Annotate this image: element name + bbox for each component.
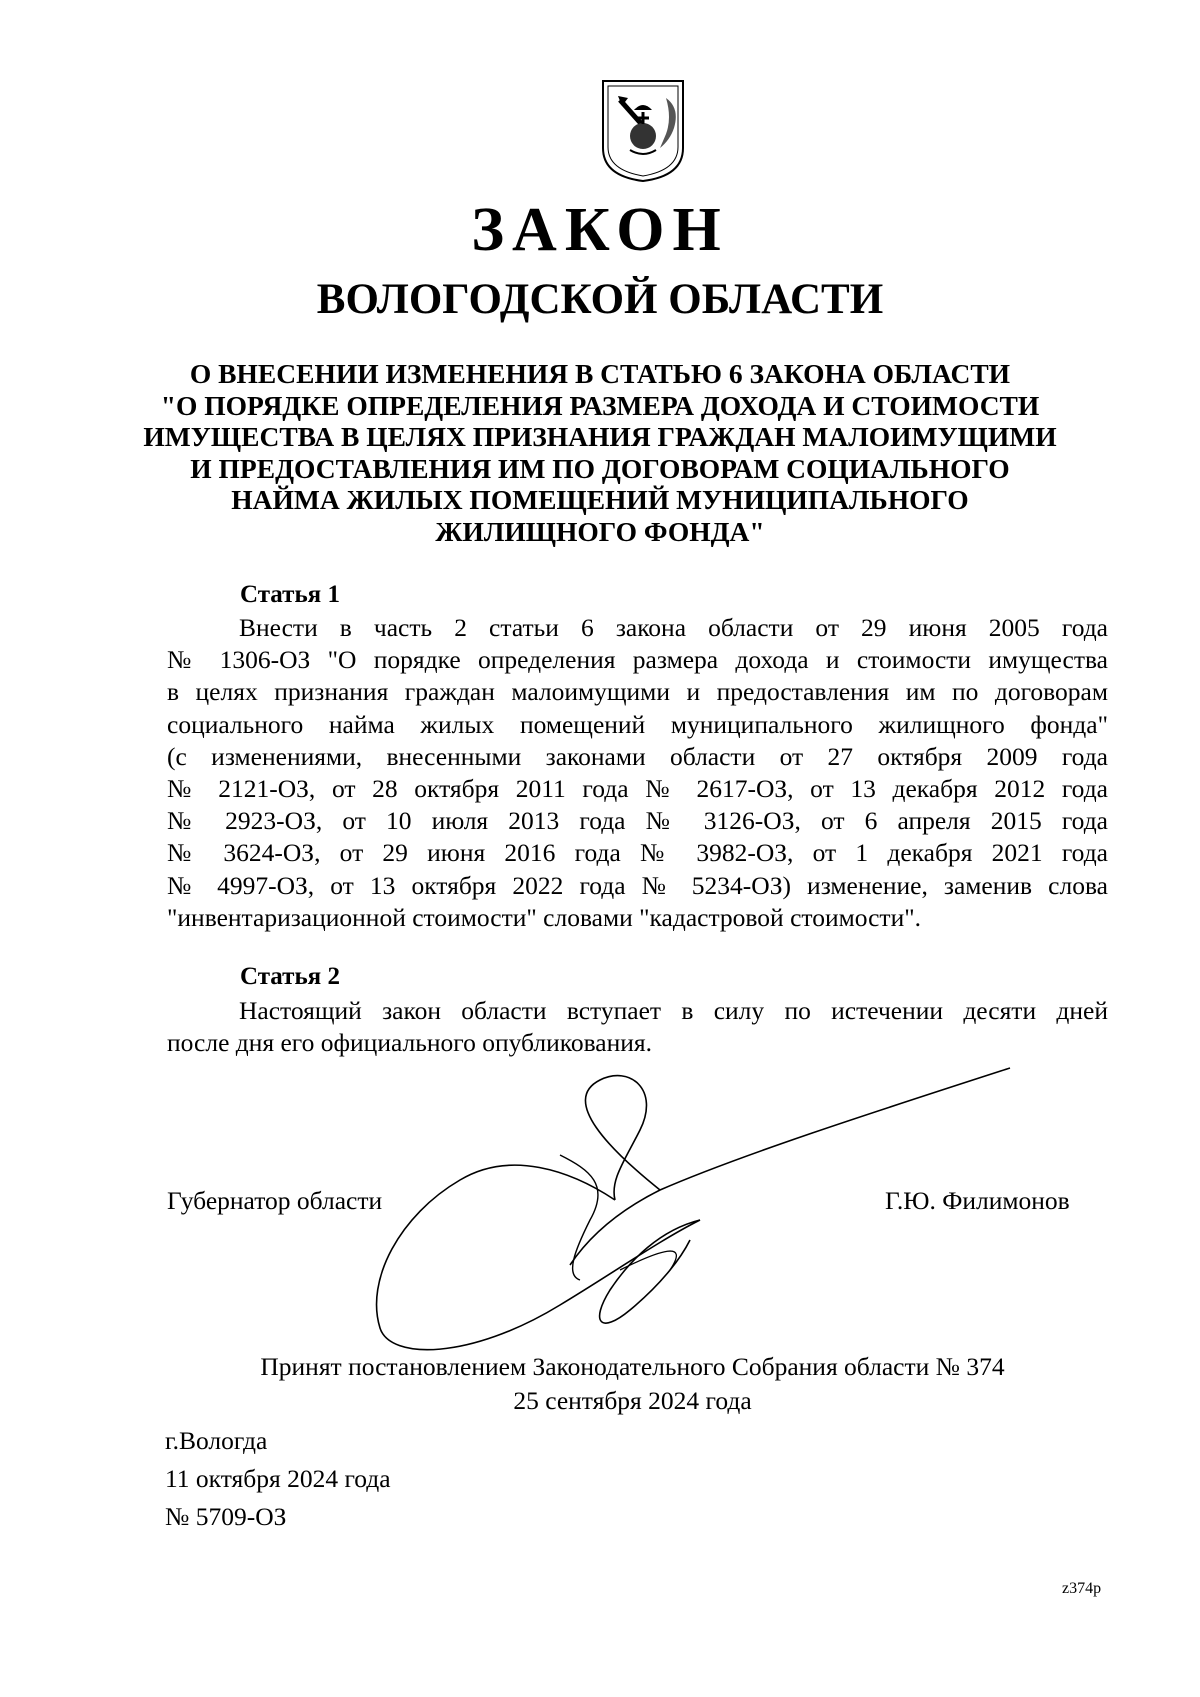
heading-line: "О ПОРЯДКЕ ОПРЕДЕЛЕНИЯ РАЗМЕРА ДОХОДА И СТОИМОСТИ (160, 389, 1040, 421)
law-number: № 5709-ОЗ (165, 1502, 287, 1531)
footer-details (165, 1422, 391, 1536)
document-code: z374р (1062, 1580, 1102, 1597)
paragraph-line: № 3624-ОЗ, от 29 июня 2016 года № 3982-ОЗ, от 1 декабря 2021 года (167, 838, 1108, 868)
document-title: ЗАКОН (471, 196, 729, 264)
article-2-title: Статья 2 (240, 963, 340, 990)
paragraph-line: № 2121-ОЗ, от 28 октября 2011 года № 2617-ОЗ, от 13 декабря 2012 года (167, 774, 1108, 804)
paragraph-line: № 4997-ОЗ, от 13 октября 2022 года № 5234-ОЗ) изменение, заменив слова (167, 870, 1108, 900)
document-subtitle: ВОЛОГОДСКОЙ ОБЛАСТИ (316, 276, 884, 323)
signatory-name: Г.Ю. Филимонов (885, 1186, 1070, 1215)
law-heading (120, 358, 1080, 547)
paragraph-line: Внести в часть 2 статьи 6 закона области от 29 июня 2005 года (239, 613, 1108, 642)
heading-line: О ВНЕСЕНИИ ИЗМЕНЕНИЯ В СТАТЬЮ 6 ЗАКОНА ОБЛАСТИ (189, 358, 1011, 389)
heading-line: ЖИЛИЩНОГО ФОНДА" (435, 515, 765, 547)
article-1-text (167, 612, 1108, 934)
adoption-line: Принят постановлением Законодательного Собрания области № 374 (260, 1352, 1005, 1381)
paragraph-line: (с изменениями, внесенными законами области от 27 октября 2009 года (167, 741, 1108, 771)
article-1-title: Статья 1 (240, 581, 340, 608)
coat-of-arms-emblem (600, 78, 686, 184)
adoption-date: 25 сентября 2024 года (513, 1386, 752, 1415)
paragraph-line: № 1306-ОЗ "О порядке определения размера дохода и стоимости имущества (167, 645, 1108, 675)
heading-line: ИМУЩЕСТВА В ЦЕЛЯХ ПРИЗНАНИЯ ГРАЖДАН МАЛОИМУЩИМИ (143, 421, 1057, 452)
paragraph-line: в целях признания граждан малоимущими и предоставления им по договорам (167, 677, 1108, 707)
signing-date: 11 октября 2024 года (165, 1464, 391, 1493)
handwritten-signature (360, 1060, 1020, 1380)
adoption-info (0, 1350, 1200, 1418)
paragraph-line: "инвентаризационной стоимости" словами "кадастровой стоимости". (167, 902, 922, 932)
city: г.Вологда (165, 1426, 268, 1455)
heading-line: НАЙМА ЖИЛЫХ ПОМЕЩЕНИЙ МУНИЦИПАЛЬНОГО (231, 484, 969, 515)
heading-line: И ПРЕДОСТАВЛЕНИЯ ИМ ПО ДОГОВОРАМ СОЦИАЛЬНОГО (190, 452, 1010, 484)
paragraph-line: Настоящий закон области вступает в силу по истечении десяти дней (239, 996, 1108, 1025)
signatory-position: Губернатор области (167, 1186, 383, 1215)
article-2-text (167, 995, 1108, 1059)
paragraph-line: социального найма жилых помещений муниципального жилищного фонда" (167, 709, 1108, 739)
paragraph-line: № 2923-ОЗ, от 10 июля 2013 года № 3126-ОЗ, от 6 апреля 2015 года (167, 806, 1108, 836)
paragraph-line: после дня его официального опубликования. (167, 1028, 652, 1058)
